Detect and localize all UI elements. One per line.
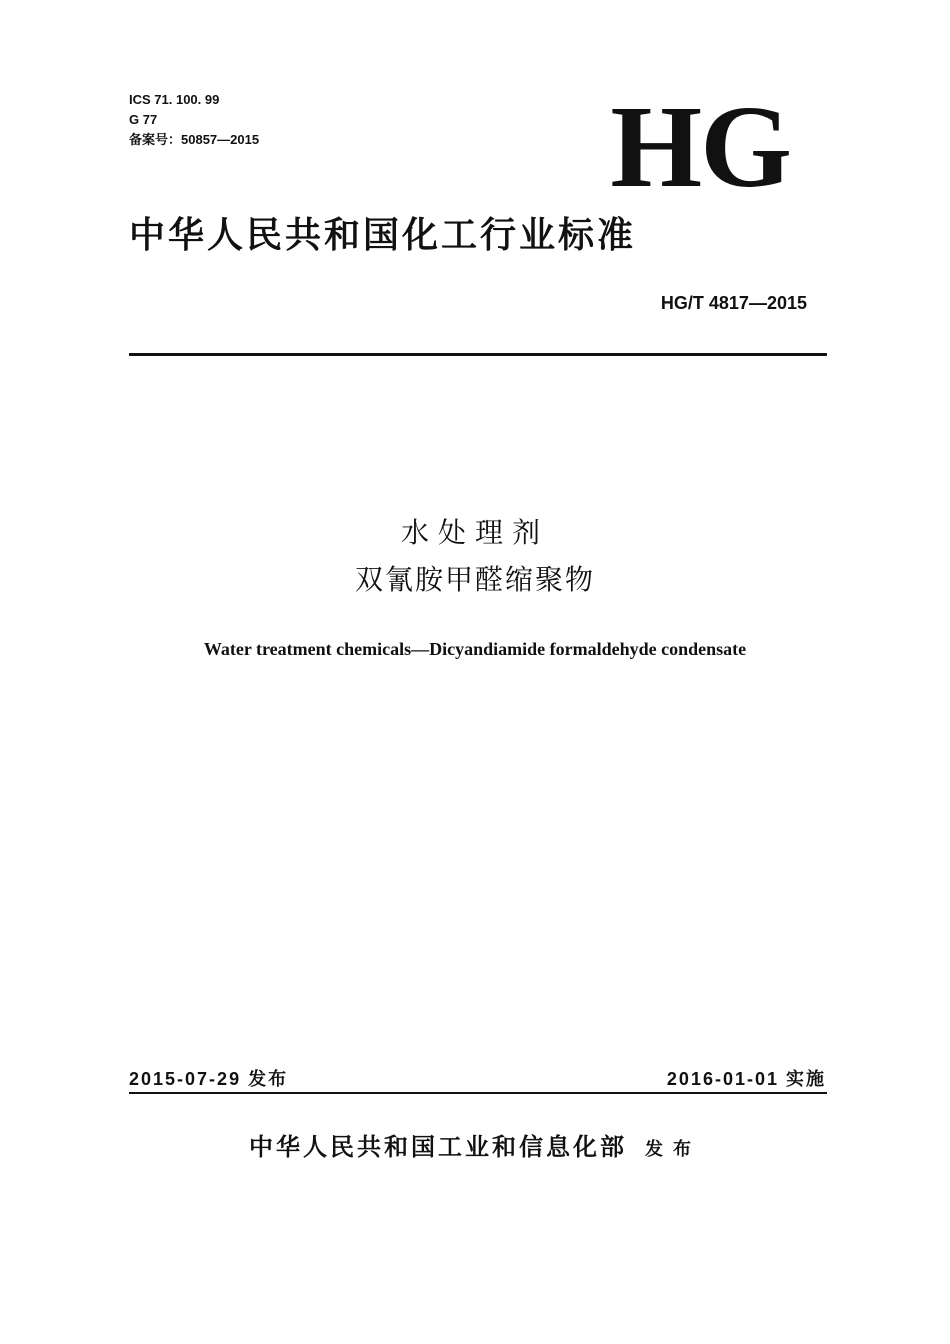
standard-number: HG/T 4817—2015 (660, 293, 807, 313)
top-divider (129, 353, 827, 356)
metadata-block (129, 90, 259, 150)
title-en: Water treatment chemicals—Dicyandiamide formaldehyde condensate (203, 639, 747, 659)
title-zh-line2: 双氰胺甲醛缩聚物 (354, 563, 595, 596)
filing-number: 备案号：50857—2015 (129, 132, 260, 147)
issuer-action: 发布 (645, 1139, 701, 1160)
implementation-date: 2016-01-01 实施 (666, 1069, 826, 1089)
ics-code: ICS 71. 100. 99 (129, 92, 220, 107)
bottom-divider (129, 1092, 827, 1094)
title-zh-line1: 水处理剂 (400, 516, 549, 549)
hg-logo: HG (610, 81, 790, 212)
standard-category-title: 中华人民共和国化工行业标准 (129, 215, 637, 256)
issuer-row (0, 1130, 950, 1167)
issuer-name: 中华人民共和国工业和信息化部 (249, 1133, 627, 1161)
issue-date: 2015-07-29 发布 (129, 1069, 289, 1089)
ccs-code: G 77 (129, 112, 158, 127)
